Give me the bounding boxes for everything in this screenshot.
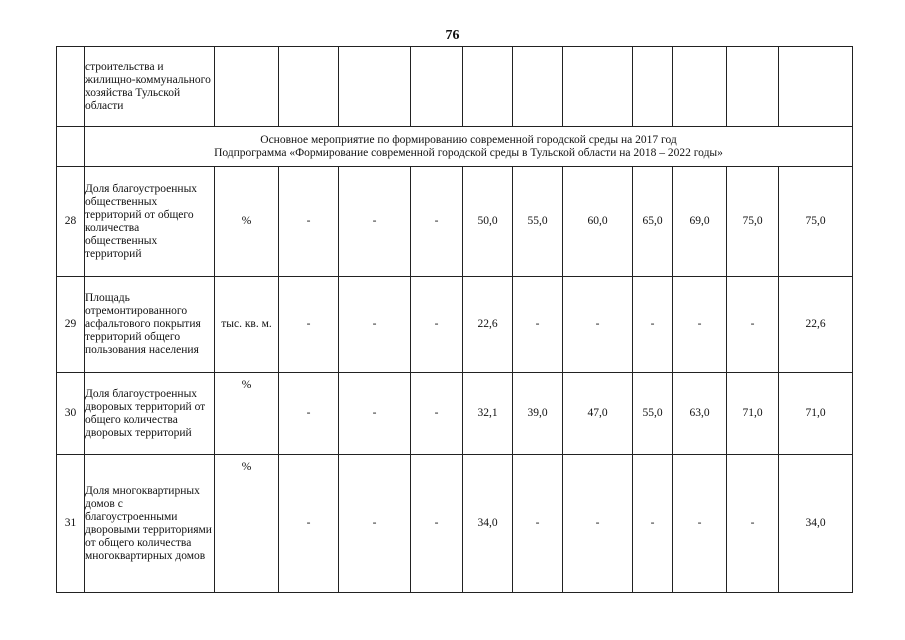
value-cell: 65,0: [633, 167, 673, 277]
indicator-name: Площадь отремонтированного асфальтового покрытия территорий общего пользования населения: [85, 277, 215, 373]
value-cell: 34,0: [463, 455, 513, 593]
value-cell: -: [279, 455, 339, 593]
value-cell: -: [279, 167, 339, 277]
table-row: [57, 47, 853, 127]
value-cell: [463, 47, 513, 127]
value-cell: 75,0: [779, 167, 853, 277]
value-cell: -: [727, 277, 779, 373]
value-cell: 50,0: [463, 167, 513, 277]
section-row: [57, 127, 853, 167]
value-cell: [339, 47, 411, 127]
row-number: 28: [57, 167, 85, 277]
value-cell: -: [411, 167, 463, 277]
value-cell: 71,0: [779, 373, 853, 455]
unit-cell: %: [215, 455, 279, 593]
value-cell: -: [633, 277, 673, 373]
table-row: [57, 277, 853, 373]
value-cell: -: [673, 455, 727, 593]
indicator-name: Доля благоустроенных дворовых территорий от общего количества дворовых территорий: [85, 373, 215, 455]
unit-cell: %: [215, 167, 279, 277]
value-cell: 47,0: [563, 373, 633, 455]
value-cell: [279, 47, 339, 127]
row-number: 31: [57, 455, 85, 593]
value-cell: -: [279, 373, 339, 455]
value-cell: 34,0: [779, 455, 853, 593]
section-subprogram-title: Подпрограмма «Формирование современной городской среды в Тульской области на 2018 – 2022 годы»: [214, 146, 723, 159]
unit-cell: [215, 47, 279, 127]
table-row: [57, 455, 853, 593]
value-cell: 71,0: [727, 373, 779, 455]
row-number: 29: [57, 277, 85, 373]
value-cell: 60,0: [563, 167, 633, 277]
section-number-cell: [57, 127, 85, 167]
value-cell: 22,6: [463, 277, 513, 373]
value-cell: -: [513, 277, 563, 373]
indicator-name: Доля благоустроенных общественных территорий от общего количества общественных территорий: [85, 167, 215, 277]
page-number: 76: [445, 28, 460, 43]
value-cell: -: [633, 455, 673, 593]
value-cell: -: [727, 455, 779, 593]
value-cell: [779, 47, 853, 127]
value-cell: [673, 47, 727, 127]
section-header: [85, 127, 853, 167]
value-cell: -: [339, 167, 411, 277]
value-cell: -: [339, 455, 411, 593]
value-cell: 22,6: [779, 277, 853, 373]
value-cell: -: [411, 277, 463, 373]
value-cell: 32,1: [463, 373, 513, 455]
value-cell: 55,0: [513, 167, 563, 277]
value-cell: -: [563, 277, 633, 373]
value-cell: -: [339, 277, 411, 373]
value-cell: 55,0: [633, 373, 673, 455]
value-cell: [633, 47, 673, 127]
indicator-name: Доля многоквартирных домов с благоустроенными дворовыми территориями от общего количества многоквартирных домов: [85, 455, 215, 593]
section-event-title: Основное мероприятие по формированию современной городской среды на 2017 год: [260, 133, 677, 146]
table-row: [57, 373, 853, 455]
value-cell: 75,0: [727, 167, 779, 277]
value-cell: -: [513, 455, 563, 593]
value-cell: [411, 47, 463, 127]
value-cell: -: [411, 455, 463, 593]
value-cell: [513, 47, 563, 127]
value-cell: -: [563, 455, 633, 593]
value-cell: [727, 47, 779, 127]
value-cell: -: [411, 373, 463, 455]
value-cell: -: [673, 277, 727, 373]
unit-cell: тыс. кв. м.: [215, 277, 279, 373]
value-cell: [563, 47, 633, 127]
value-cell: -: [279, 277, 339, 373]
indicator-name: строительства и жилищно-коммунального хозяйства Тульской области: [85, 47, 215, 127]
unit-cell: %: [215, 373, 279, 455]
value-cell: 39,0: [513, 373, 563, 455]
table-row: [57, 167, 853, 277]
row-number: [57, 47, 85, 127]
row-number: 30: [57, 373, 85, 455]
indicators-table: [56, 46, 853, 593]
value-cell: -: [339, 373, 411, 455]
value-cell: 69,0: [673, 167, 727, 277]
value-cell: 63,0: [673, 373, 727, 455]
